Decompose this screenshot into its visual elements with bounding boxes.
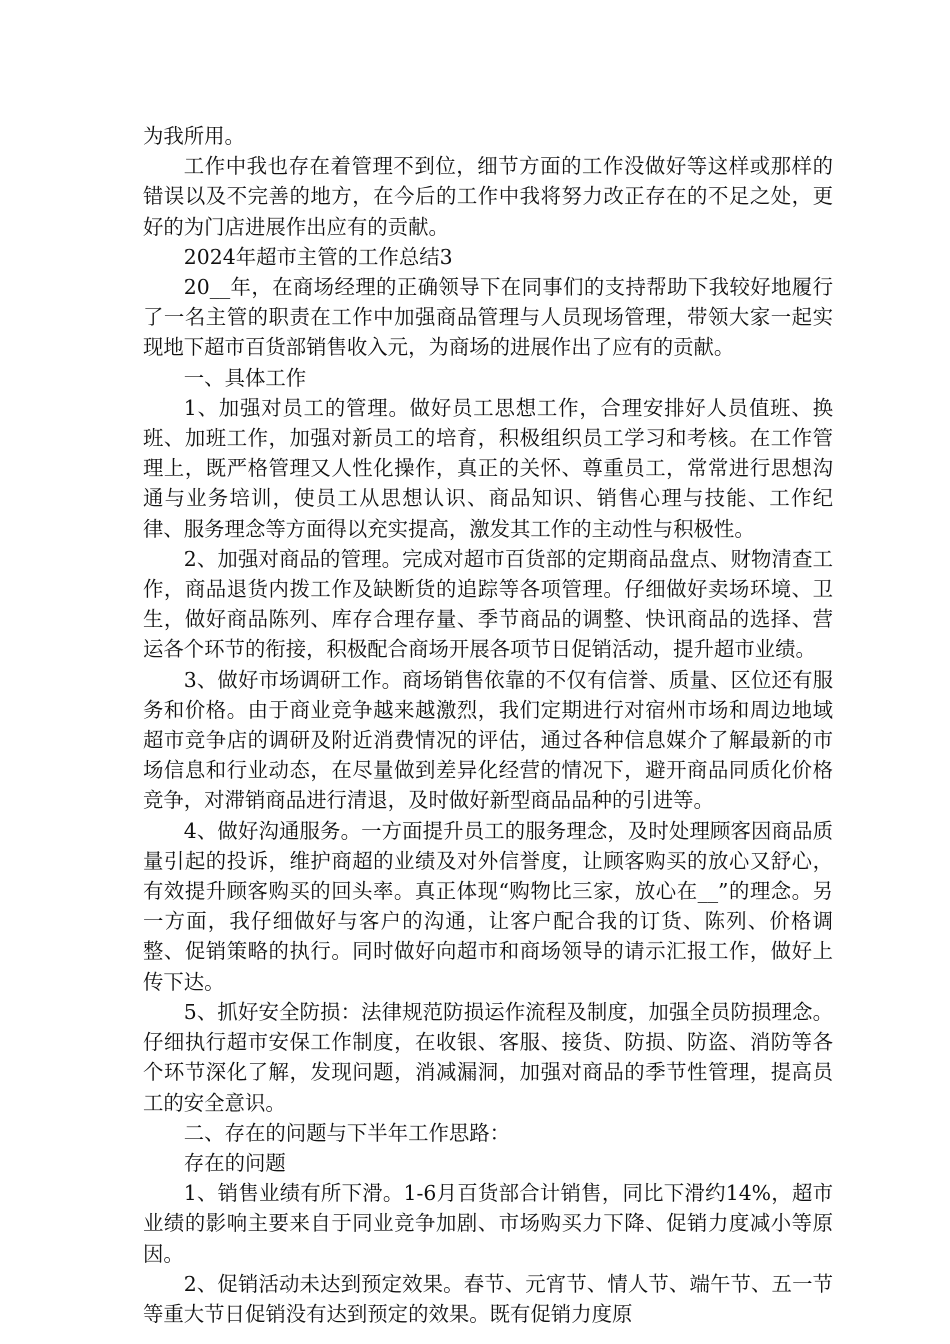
subheading-problems: 存在的问题 <box>183 1150 286 1175</box>
paragraph-communication-service: 4、做好沟通服务。一方面提升员工的服务理念，及时处理顾客因商品质量引起的投诉，维护商超的业绩及对外信誉度，让顾客购买的放心又舒心，有效提升顾客购买的回头率。真正体现“购物比三家，放心在__”的理念。另一方面，我仔细做好与客户的沟通，让客户配合我的订货、陈列、价格调整、促销策略的执行。同时做好向超市和商场领导的请示汇报工作，做好上传下达。 <box>143 818 833 994</box>
section-title: 2024年超市主管的工作总结3 <box>183 244 453 269</box>
paragraph-safety: 5、抓好安全防损：法律规范防损运作流程及制度，加强全员防损理念。仔细执行超市安保工作制度，在收银、客服、接货、防损、防盗、消防等各个环节深化了解，发现问题，消减漏洞，加强对商品的季节性管理，提高员工的安全意识。 <box>143 999 833 1115</box>
paragraph-market-research: 3、做好市场调研工作。商场销售依靠的不仅有信誉、质量、区位还有服务和价格。由于商业竞争越来越激烈，我们定期进行对宿州市场和周边地域超市竞争店的调研及附近消费情况的评估，通过各种信息媒介了解最新的市场信息和行业动态，在尽量做到差异化经营的情况下，避开商品同质化价格竞争，对滞销商品进行清退，及时做好新型商品品种的引进等。 <box>143 667 833 813</box>
document-page <box>143 121 833 1329</box>
paragraph-staff-management: 1、加强对员工的管理。做好员工思想工作，合理安排好人员值班、换班、加班工作，加强对新员工的培育，积极组织员工学习和考核。在工作管理上，既严格管理又人性化操作，真正的关怀、尊重员工，常常进行思想沟通与业务培训，使员工从思想认识、商品知识、销售心理与技能、工作纪律、服务理念等方面得以充实提高，激发其工作的主动性与积极性。 <box>143 395 833 541</box>
paragraph-promotion: 2、促销活动未达到预定效果。春节、元宵节、情人节、端午节、五一节等重大节日促销没有达到预定的效果。既有促销力度原 <box>143 1271 833 1326</box>
paragraph-intro: 20__年，在商场经理的正确领导下在同事们的支持帮助下我较好地履行了一名主管的职责在工作中加强商品管理与人员现场管理，带领大家一起实现地下超市百货部销售收入元，为商场的进展作出了应有的贡献。 <box>143 275 833 360</box>
paragraph-sales-decline: 1、销售业绩有所下滑。1-6月百货部合计销售，同比下滑约14%，超市业绩的影响主要来自于同业竞争加剧、市场购买力下降、促销力度减小等原因。 <box>143 1181 833 1266</box>
heading-problems-plan: 二、存在的问题与下半年工作思路： <box>183 1120 511 1145</box>
heading-specific-work: 一、具体工作 <box>183 365 307 390</box>
paragraph-shortcomings: 工作中我也存在着管理不到位，细节方面的工作没做好等这样或那样的错误以及不完善的地方，在今后的工作中我将努力改正存在的不足之处，更好的为门店进展作出应有的贡献。 <box>143 154 833 239</box>
paragraph-continuation: 为我所用。 <box>143 124 245 148</box>
paragraph-goods-management: 2、加强对商品的管理。完成对超市百货部的定期商品盘点、财物清查工作，商品退货内拨工作及缺断货的追踪等各项管理。仔细做好卖场环境、卫生，做好商品陈列、库存合理存量、季节商品的调整、快讯商品的选择、营运各个环节的衔接，积极配合商场开展各项节日促销活动，提升超市业绩。 <box>143 546 833 662</box>
